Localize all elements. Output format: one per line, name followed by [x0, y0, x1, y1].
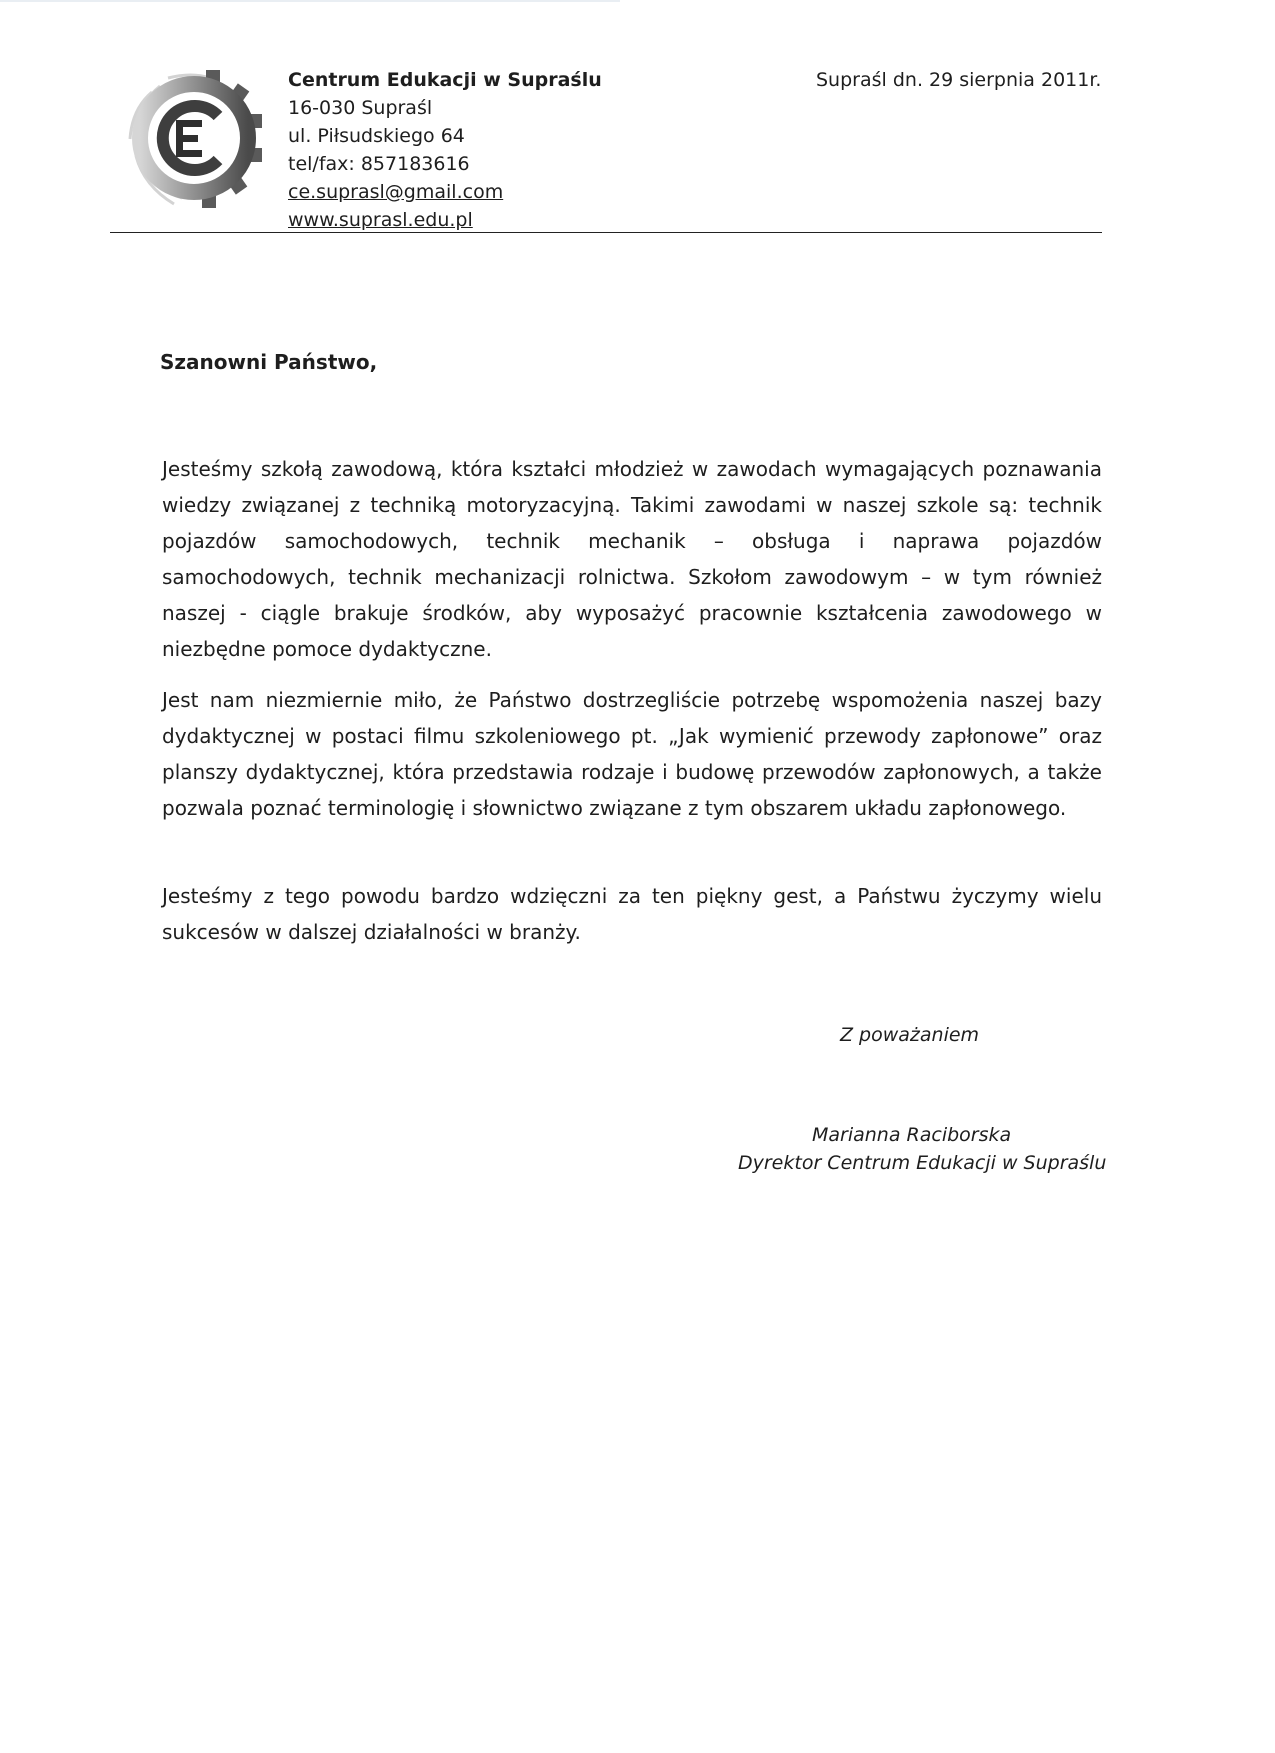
salutation: Szanowni Państwo, — [160, 350, 378, 374]
gear-letter-e-logo-icon — [112, 64, 264, 214]
signatory-title: Dyrektor Centrum Edukacji w Supraślu — [738, 1152, 1107, 1174]
scan-edge-line — [0, 0, 620, 2]
website-link[interactable]: www.suprasl.edu.pl — [288, 209, 473, 231]
body-paragraph-1: Jesteśmy szkołą zawodową, która kształci młodzież w zawodach wymagających poznawania wiedzy związanej z techniką motoryzacyjną. Takimi zawodami w naszej szkole są: technik pojazdów samochodowych, technik mechanik – obsługa i naprawa pojazdów samochodowych, technik mechanizacji rolnictwa. Szkołom zawodowym – w tym również naszej - ciągle brakuje środków, aby wyposażyć pracownie kształcenia zawodowego w niezbędne pomoce dydaktyczne. — [162, 457, 1102, 661]
sender-address-block — [288, 66, 602, 234]
signatory-name: Marianna Raciborska — [812, 1124, 1012, 1146]
phone-line: tel/fax: 857183616 — [288, 153, 470, 175]
street-line: ul. Piłsudskiego 64 — [288, 125, 465, 147]
body-paragraph-2: Jest nam niezmiernie miło, że Państwo dostrzegliście potrzebę wspomożenia naszej bazy dydaktycznej w postaci filmu szkoleniowego pt. „Jak wymienić przewody zapłonowe” oraz planszy dydaktycznej, która przedstawia rodzaje i budowę przewodów zapłonowych, a także pozwala poznać terminologię i słownictwo związane z tym obszarem układu zapłonowego. — [162, 688, 1102, 820]
header-divider — [110, 232, 1102, 233]
letter-date: Supraśl dn. 29 sierpnia 2011r. — [816, 69, 1102, 91]
closing-phrase: Z poważaniem — [840, 1024, 980, 1046]
email-link[interactable]: ce.suprasl@gmail.com — [288, 181, 504, 203]
body-paragraph-3: Jesteśmy z tego powodu bardzo wdzięczni za ten piękny gest, a Państwu życzymy wielu sukcesów w dalszej działalności w branży. — [162, 884, 1102, 944]
org-name: Centrum Edukacji w Supraślu — [288, 69, 602, 91]
postal-line: 16-030 Supraśl — [288, 97, 433, 119]
